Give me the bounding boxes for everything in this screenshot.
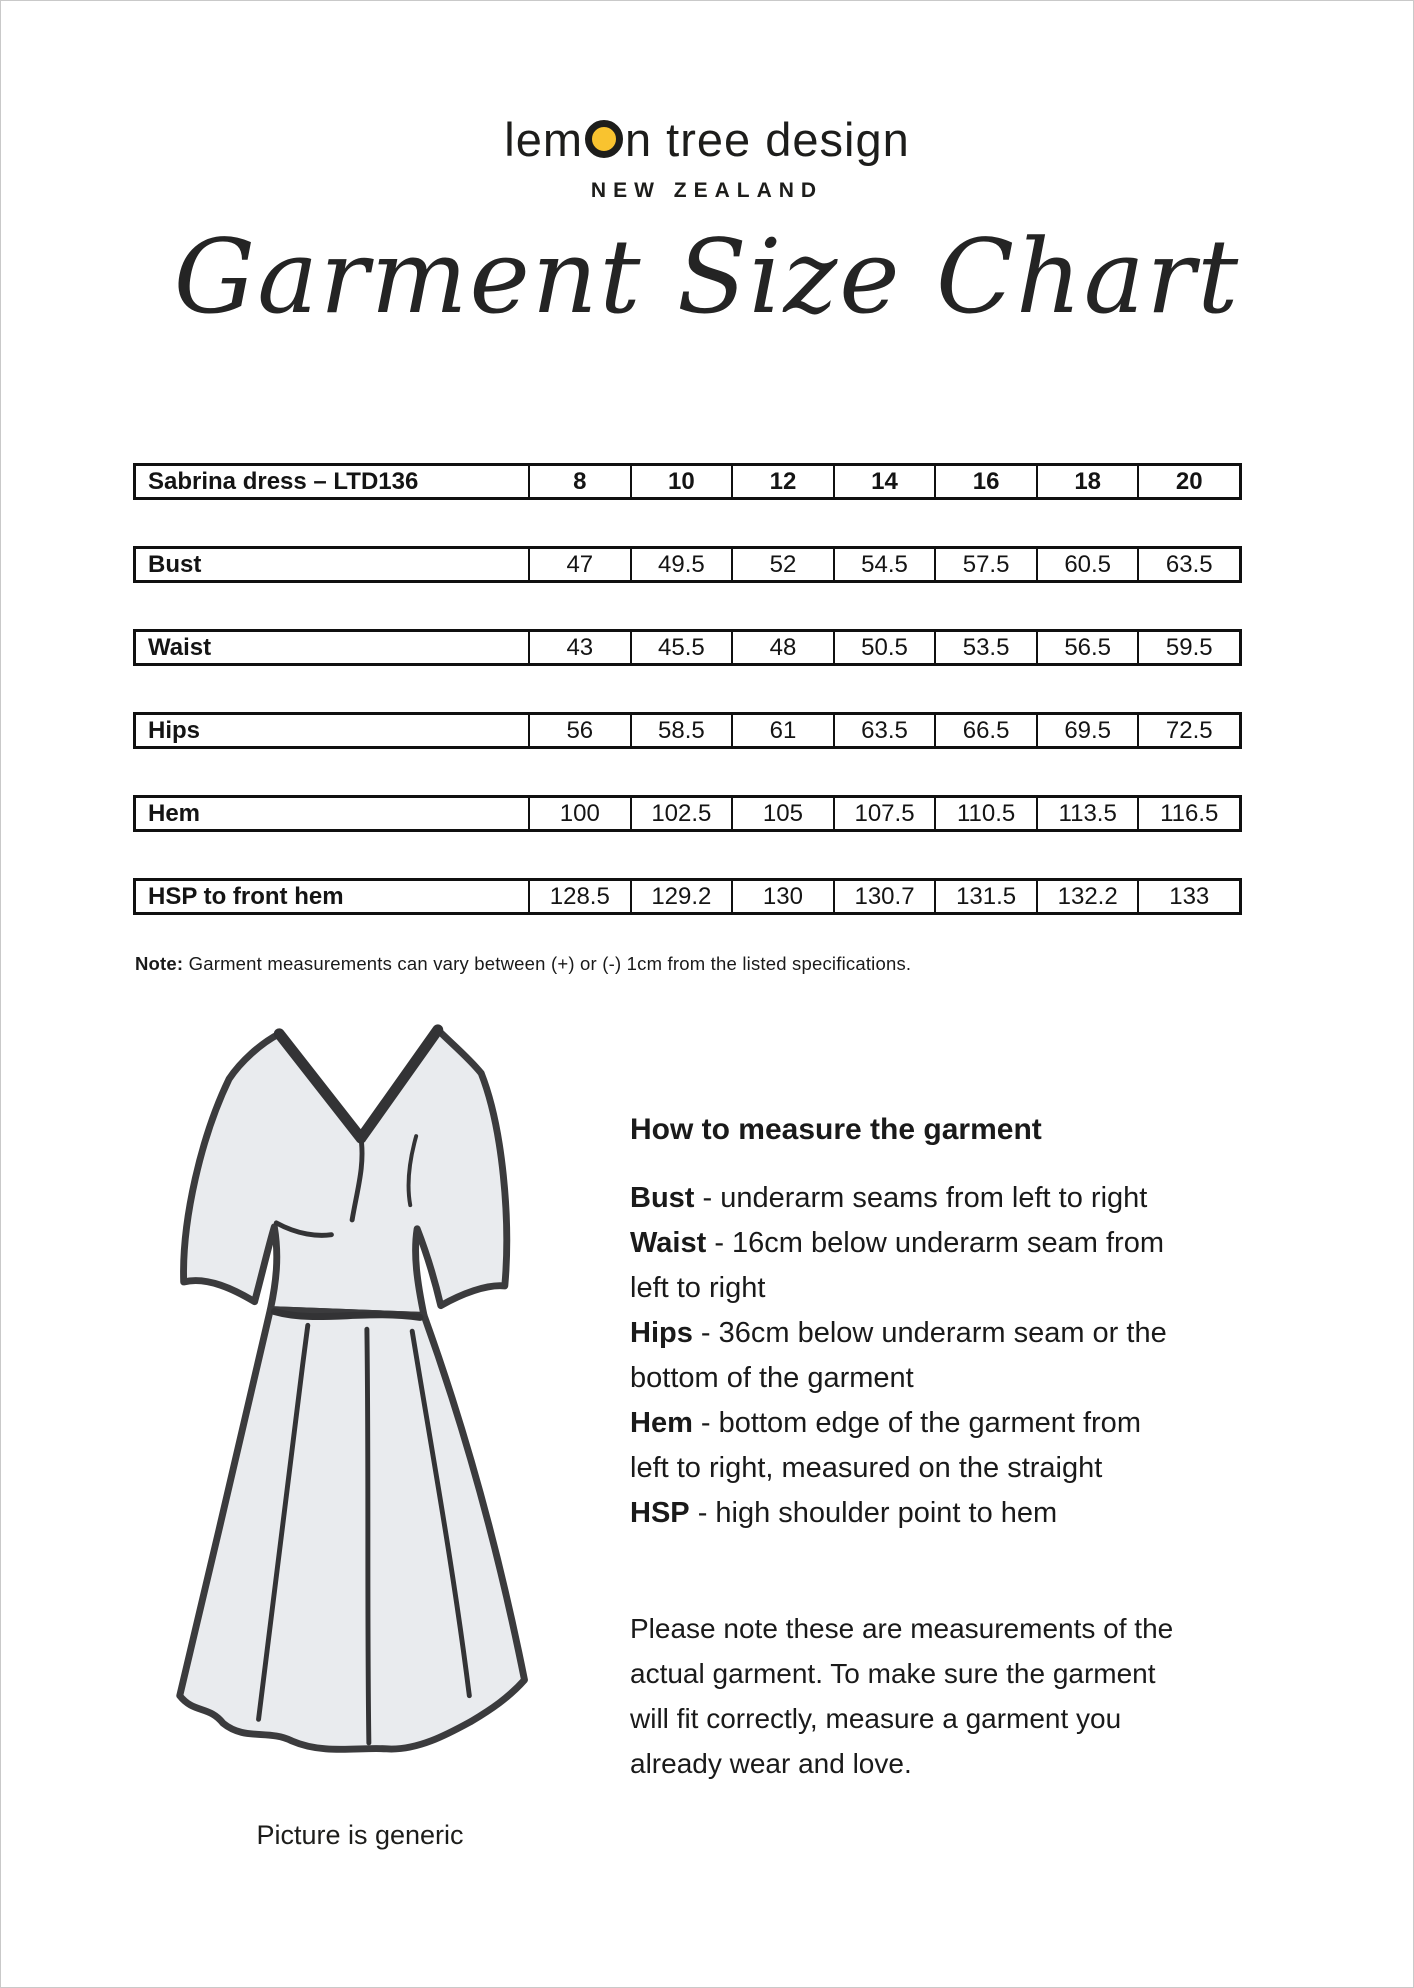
measure-term: Bust <box>630 1182 695 1214</box>
size-value-cell: 100 <box>528 798 630 829</box>
size-value-cell: 110.5 <box>934 798 1036 829</box>
logo-text-suffix: n tree design <box>624 113 910 166</box>
size-value-cell: 56.5 <box>1036 632 1138 663</box>
size-header-cell: 14 <box>833 466 935 497</box>
size-value-cell: 69.5 <box>1036 715 1138 746</box>
measure-guide <box>630 1112 1180 1786</box>
size-value-cell: 130.7 <box>833 881 935 912</box>
size-value-cell: 60.5 <box>1036 549 1138 580</box>
measurement-row-label: Hem <box>148 799 201 827</box>
size-value-cell: 129.2 <box>630 881 732 912</box>
size-value-cell: 53.5 <box>934 632 1036 663</box>
measure-term: Waist <box>630 1227 707 1259</box>
size-header-cell: 12 <box>731 466 833 497</box>
size-header-cell: 8 <box>528 466 630 497</box>
size-value-cell: 113.5 <box>1036 798 1138 829</box>
size-table-row <box>133 546 1242 583</box>
size-table-header-row <box>133 463 1242 500</box>
size-value-cell: 50.5 <box>833 632 935 663</box>
size-header-cell: 20 <box>1137 466 1239 497</box>
size-value-cell: 132.2 <box>1036 881 1138 912</box>
size-value-cell: 43 <box>528 632 630 663</box>
size-value-cell: 56 <box>528 715 630 746</box>
size-table-row <box>133 712 1242 749</box>
size-value-cell: 128.5 <box>528 881 630 912</box>
measurement-row-label: Bust <box>148 550 202 578</box>
logo-text-prefix: lem <box>504 113 583 166</box>
measure-term: HSP <box>630 1497 690 1529</box>
size-value-cell: 66.5 <box>934 715 1036 746</box>
size-chart-table <box>133 463 1242 961</box>
brand-logo <box>0 112 1414 167</box>
size-value-cell: 47 <box>528 549 630 580</box>
size-value-cell: 116.5 <box>1137 798 1239 829</box>
measure-term: Hips <box>630 1317 693 1349</box>
measure-term: Hem <box>630 1407 693 1439</box>
measure-guide-item: Waist - 16cm below underarm seam from left to right <box>630 1227 1164 1304</box>
size-header-cell: 18 <box>1036 466 1138 497</box>
size-value-cell: 61 <box>731 715 833 746</box>
size-value-cell: 57.5 <box>934 549 1036 580</box>
measurement-row-label: Hips <box>148 716 201 744</box>
measurement-row-label: HSP to front hem <box>148 882 344 910</box>
brand-header <box>0 112 1414 203</box>
size-value-cell: 131.5 <box>934 881 1036 912</box>
size-value-cell: 130 <box>731 881 833 912</box>
size-value-cell: 52 <box>731 549 833 580</box>
measure-guide-item: Bust - underarm seams from left to right <box>630 1182 1148 1214</box>
size-value-cell: 49.5 <box>630 549 732 580</box>
note-label: Note: <box>135 953 184 974</box>
measure-guide-heading: How to measure the garment <box>630 1113 1042 1146</box>
measure-guide-paragraph: Please note these are measurements of the actual garment. To make sure the garment will fit correctly, measure a garment you already wear and love. <box>630 1613 1174 1779</box>
product-label: Sabrina dress – LTD136 <box>148 467 419 495</box>
size-table-row <box>133 878 1242 915</box>
measure-guide-item: HSP - high shoulder point to hem <box>630 1497 1058 1529</box>
size-value-cell: 58.5 <box>630 715 732 746</box>
size-value-cell: 102.5 <box>630 798 732 829</box>
page-title: Garment Size Chart <box>173 218 1241 337</box>
size-value-cell: 133 <box>1137 881 1239 912</box>
measure-guide-item: Hem - bottom edge of the garment from left to right, measured on the straight <box>630 1407 1141 1484</box>
note-text: Garment measurements can vary between (+) or (-) 1cm from the listed specifications. <box>188 953 912 974</box>
illustration-caption: Picture is generic <box>256 1820 464 1850</box>
dress-sketch-icon <box>150 1018 570 1806</box>
size-value-cell: 63.5 <box>833 715 935 746</box>
size-header-cell: 16 <box>934 466 1036 497</box>
measure-guide-item: Hips - 36cm below underarm seam or the bottom of the garment <box>630 1317 1167 1394</box>
note <box>135 953 911 975</box>
brand-country: NEW ZEALAND <box>590 179 824 202</box>
dress-illustration <box>150 1018 570 1851</box>
lemon-circle-icon <box>585 120 623 158</box>
size-table-row <box>133 629 1242 666</box>
measure-guide-items <box>630 1176 1180 1536</box>
size-value-cell: 54.5 <box>833 549 935 580</box>
size-value-cell: 45.5 <box>630 632 732 663</box>
size-value-cell: 72.5 <box>1137 715 1239 746</box>
size-table-row <box>133 795 1242 832</box>
size-value-cell: 63.5 <box>1137 549 1239 580</box>
measurement-row-label: Waist <box>148 633 212 661</box>
size-value-cell: 105 <box>731 798 833 829</box>
size-value-cell: 59.5 <box>1137 632 1239 663</box>
size-value-cell: 107.5 <box>833 798 935 829</box>
size-value-cell: 48 <box>731 632 833 663</box>
size-header-cell: 10 <box>630 466 732 497</box>
